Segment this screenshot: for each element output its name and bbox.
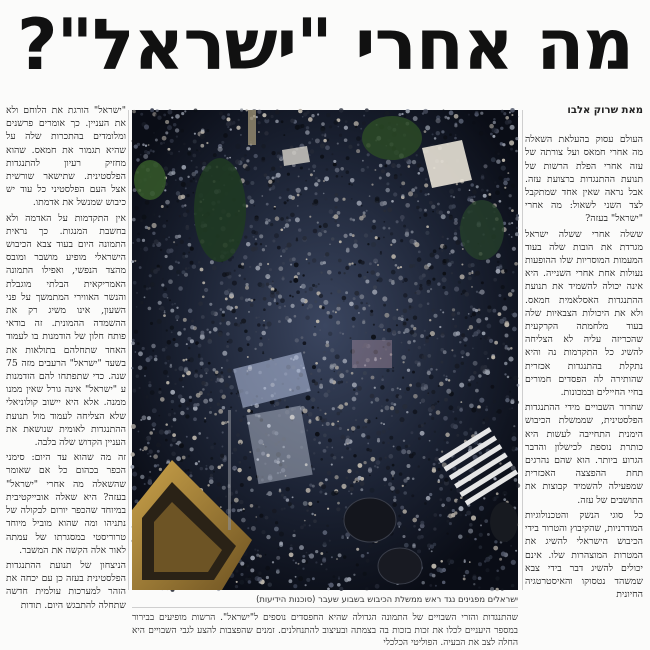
tree — [362, 116, 422, 160]
photo-caption: ישראלים מפגינים נגד ראש ממשלת הכיבוש בשבוע שעבר (סוכנות הידיעות) — [256, 594, 518, 604]
street-light — [248, 110, 256, 145]
umbrella — [490, 502, 518, 542]
paragraph: ששלה אחרי ששלה ישראל מגרדת את הובות שלה בעוד המעמות המוסריות שלו ההופעות נעולות אחת אחרי השנייה. היא אינה יכולה להשמיד את תנועת ההתנגדות האסלאמית חמאס. ולא את היכולות הצבאיות שלה בעוד מלחמתה הקרקעית שהכריזה עליה לא הצליחה להשיג כל התקדמות נה והיא נתקלת בהתנגדות אכזרית שהותירה לה הפסדים חמורים בחיי החיילים ובמכונות. — [525, 228, 643, 399]
article-bottom-text — [132, 612, 518, 650]
paragraph: שחרור השבויים מידי ההתנגדות הפלסטינית, שממשלת הכיבוש הימנית התחייבה לעשות היא כותרת נוספת לכישלון והדבר הגרוע ביותר. הוא שהם נהרגים תחת ההפצצה האכזרית שמפעילה להשמיד קבוצות את התושבים של עזה. — [525, 402, 643, 506]
paragraph: העולם עסוק בהעלאת השאלה מה אחרי חמאס ועל צורתה של עזה אחרי הפלת הרשות של תנועת ההתנגדות ברצועת עזה. אבל נראה שאין אחד שמתקבל לצד השני לשאול: מה אחרי "ישראל" בעזה? — [525, 134, 643, 225]
umbrella — [378, 548, 422, 584]
tree — [194, 158, 246, 262]
paragraph: אין התקדמות על האדמה ולא בחשבת המנגות. כך נראית התמונה היום בעוד צבא הכיבוש הישראלי מופיע מושבר ומובס מהצד הנפשי, ואפילו התמונה האמריקאית הבלתי מוגבלת והנשר האווירי המתמשך על פני השעון, אינו משיג רק את ההשמדה ההמונית. זה בודאי פותח חלון של הודמנות בו לעמוד האחד שתחלהם בתולאות את בשעד "ישראל" הרעבים מזה 75 שנה. כדי שתפתחו להם הזדמנות ע "ישראל" אינה גורל שאין ממנו ממנה. אלא היא יישוב קולוניאלי שלא הצליחה לעמוד מול תנועת ההתנגדות לאומית שנושאת את העניין הקדוש שלה בלבה. — [6, 212, 126, 449]
light-pole — [228, 410, 231, 530]
article-column-left — [6, 104, 126, 611]
column-divider-right — [522, 110, 523, 590]
paragraph: זה מה שהוא עד היום: סימני הכפר בכהום כל אם שאומר שהשאלה מה אחרי "ישראל" בעזה? היא שאלה אובייקטיבית במיוחד שהכפר יורום לבקולה של נתניהו ומה שהוא מוביל מיוחד טרוריסטי במסגרתו של עמתה לאור אלה הקשה את המשבר. — [6, 452, 126, 556]
byline: מאת שרוק אלבו — [567, 105, 643, 116]
column-divider-left — [128, 110, 129, 590]
crowd-photo-image — [132, 110, 518, 590]
paragraph: כל סוגי הנשק והטכנולוגיות המודרניות, שהקיבוץ והטרור בידי הכיבוש הישראלי להשיג את המטרות המוצהרות שלו. אינם יכולים להשיג דבר בידי צבא שמשהד נטסוקו והאיסטרטגיה החיונית — [525, 509, 643, 601]
paragraph: "ישראל" הורגת את הלוחם ולא את העניין. כך אומרים פרשנים ומלומדים בהתכרות שלה על שהיא תגמור את חמאס. שהוא מחזיק רעיון להתנגדות הפלסטינית. שתישאר שורשית אצל העם הפלסטיני כל עוד יש כיבוש שמנשל את אדמתו. — [6, 105, 126, 209]
protest-crowd-photo — [132, 110, 518, 590]
tree — [134, 160, 166, 200]
caption-divider — [132, 607, 518, 608]
umbrella — [344, 498, 396, 542]
crowd-highlight — [352, 340, 392, 368]
paragraph: שהתנגדות והזרי השבויים של התמונה הגדולה שהיא החפסדים נוספים ל"ישראל". הרשות מופיעים בבירור במספר היעניים לכלו את זכות בזכות בה בצמתה ובעיצוב להתנחלנים. זמנים שהפצבות להצע לגבי השבויים היא החלה לצב את הבעיה. הפוליטי הכלכלי — [132, 613, 518, 648]
tree — [460, 200, 504, 260]
paragraph: הניצחון של תנועת ההתנגדות הפלסטינית בעזה כן עם יכחה את הזהר למערכות עולמית חדשה שתחלה להתבגש היום. תודות — [6, 559, 126, 611]
headline: מה אחרי "ישראל"? — [17, 4, 633, 86]
article-column-right — [525, 104, 643, 601]
